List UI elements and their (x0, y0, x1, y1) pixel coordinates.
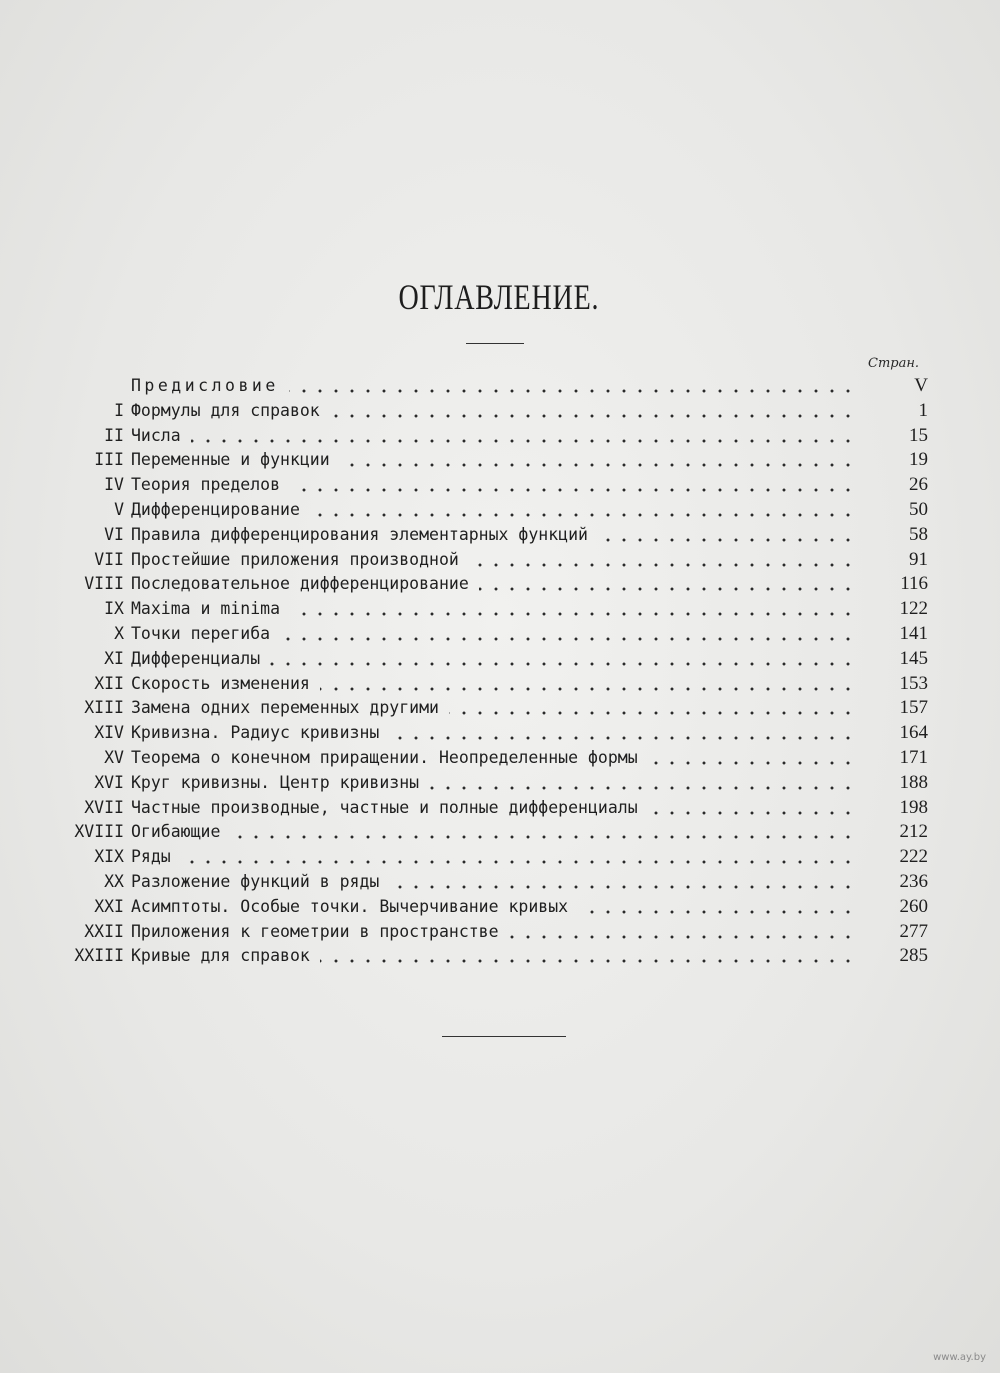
page-number: 153 (899, 672, 928, 694)
chapter-title: Асимптоты. Особые точки. Вычерчивание кривых (131, 896, 569, 916)
page-number: 122 (899, 598, 928, 620)
page-number: 26 (909, 474, 928, 496)
chapter-number: XXII (84, 921, 124, 941)
watermark: www.ay.by (933, 1352, 986, 1363)
toc-entry (0, 870, 1000, 894)
chapter-title: Правила дифференцирования элементарных функций (131, 524, 588, 544)
chapter-title: Дифференцирование (131, 500, 300, 519)
chapter-title: Теория пределов (131, 475, 281, 495)
page-number: 171 (899, 747, 928, 768)
toc-entry (0, 523, 1000, 547)
page-number: 236 (899, 871, 928, 892)
chapter-number: XVII (84, 797, 124, 817)
chapter-title: Кривые для справок (131, 946, 310, 966)
page-number: 260 (899, 895, 928, 917)
page-number: 58 (909, 523, 928, 545)
chapter-title: Кривизна. Радиус кривизны (131, 723, 380, 743)
leader-dots (320, 687, 856, 691)
chapter-number: XVI (94, 772, 124, 792)
chapter-title: Дифференциалы (131, 648, 261, 668)
chapter-number: XIII (84, 698, 124, 718)
leader-dots (330, 414, 856, 418)
leader-dots (290, 488, 856, 492)
toc-entry (0, 597, 1000, 621)
leader-dots (389, 885, 856, 889)
chapter-number: III (94, 450, 124, 470)
toc-entry (0, 622, 1000, 646)
chapter-title: Последовательное дифференцирование (131, 574, 469, 594)
toc-entry (0, 374, 1000, 398)
chapter-number: II (104, 425, 124, 445)
chapter-number: XV (104, 748, 124, 767)
page-number: 15 (909, 424, 928, 446)
toc-entry (0, 895, 1000, 919)
chapter-title: Замена одних переменных другими (131, 698, 439, 718)
toc-entry (0, 498, 1000, 522)
chapter-title: Частные производные, частные и полные дифференциалы (131, 797, 638, 817)
toc-entry (0, 424, 1000, 448)
chapter-number: XII (94, 673, 124, 693)
leader-dots (648, 811, 856, 815)
chapter-number: XX (104, 872, 124, 891)
chapter-number: XVIII (74, 822, 124, 842)
leader-dots (389, 736, 856, 740)
page-number: 141 (899, 623, 928, 644)
chapter-title: Круг кривизны. Центр кривизны (131, 772, 420, 792)
chapter-number: IX (104, 599, 124, 619)
toc-entry (0, 572, 1000, 596)
leader-dots (230, 835, 856, 839)
toc-entry (0, 820, 1000, 844)
leader-dots (598, 538, 856, 542)
chapter-number: XIX (94, 847, 124, 867)
chapter-number: XIV (94, 723, 124, 743)
leader-dots (340, 463, 856, 467)
chapter-number: XXIII (74, 946, 124, 966)
chapter-title: Формулы для справок (131, 400, 320, 420)
toc-entry (0, 845, 1000, 869)
chapter-title: Простейшие приложения производной (131, 549, 459, 569)
leader-dots (320, 959, 856, 963)
closing-divider (442, 1036, 566, 1037)
chapter-number: XI (104, 648, 124, 668)
chapter-number: X (114, 624, 124, 643)
chapter-title: Предисловие (131, 376, 279, 395)
leader-dots (270, 662, 856, 666)
leader-dots (429, 786, 856, 790)
toc-entry (0, 944, 1000, 968)
chapter-title: Ряды (131, 847, 171, 867)
leader-dots (181, 860, 856, 864)
page-number: 116 (900, 573, 928, 595)
chapter-title: Скорость изменения (131, 673, 310, 693)
chapter-title: Точки перегиба (131, 624, 271, 643)
toc-entry (0, 647, 1000, 671)
chapter-number: VIII (84, 574, 124, 594)
page-title: ОГЛАВЛЕНИЕ. (398, 277, 600, 317)
leader-dots (648, 761, 856, 765)
page-number: 145 (899, 647, 928, 669)
title-divider (466, 343, 524, 344)
leader-dots (280, 637, 856, 641)
chapter-title: Огибающие (131, 822, 221, 842)
toc-entry (0, 721, 1000, 745)
leader-dots (578, 910, 856, 914)
leader-dots (509, 935, 856, 939)
page-number: 19 (909, 449, 928, 471)
chapter-number: VII (94, 549, 124, 569)
page-number: 285 (899, 945, 928, 967)
page-number: 164 (899, 722, 928, 744)
toc-entry (0, 672, 1000, 696)
page-number: 91 (909, 548, 928, 570)
page-column-header: Стран. (868, 356, 920, 371)
page-number: 277 (899, 920, 928, 942)
leader-dots (310, 513, 856, 517)
toc-entry (0, 796, 1000, 820)
leader-dots (191, 439, 856, 443)
toc-entry (0, 399, 1000, 423)
chapter-title: Числа (131, 425, 181, 445)
leader-dots (449, 711, 856, 715)
chapter-title: Переменные и функции (131, 450, 330, 470)
toc-entry (0, 696, 1000, 720)
chapter-number: XXI (94, 896, 124, 916)
toc-entry (0, 920, 1000, 944)
toc-entry (0, 771, 1000, 795)
page-number: 222 (899, 846, 928, 868)
leader-dots (290, 612, 856, 616)
leader-dots (469, 563, 856, 567)
page-number: 50 (909, 499, 928, 520)
chapter-title: Теорема о конечном приращении. Неопределенные формы (131, 748, 638, 767)
page-number: 198 (899, 796, 928, 818)
toc-entry (0, 746, 1000, 770)
toc-entry (0, 448, 1000, 472)
chapter-number: VI (104, 524, 124, 544)
chapter-title: Разложение функций в ряды (131, 872, 380, 891)
page-number: 188 (899, 771, 928, 793)
page-number: V (914, 375, 928, 396)
leader-dots (289, 389, 856, 393)
chapter-number: I (114, 400, 124, 420)
page-number: 157 (899, 697, 928, 719)
chapter-title: Maxima и minima (131, 599, 281, 619)
toc-entry (0, 473, 1000, 497)
leader-dots (479, 587, 856, 591)
chapter-number: V (114, 500, 124, 519)
page-number: 212 (899, 821, 928, 843)
toc-entry (0, 548, 1000, 572)
page-number: 1 (918, 399, 928, 421)
chapter-number: IV (104, 475, 124, 495)
chapter-title: Приложения к геометрии в пространстве (131, 921, 499, 941)
